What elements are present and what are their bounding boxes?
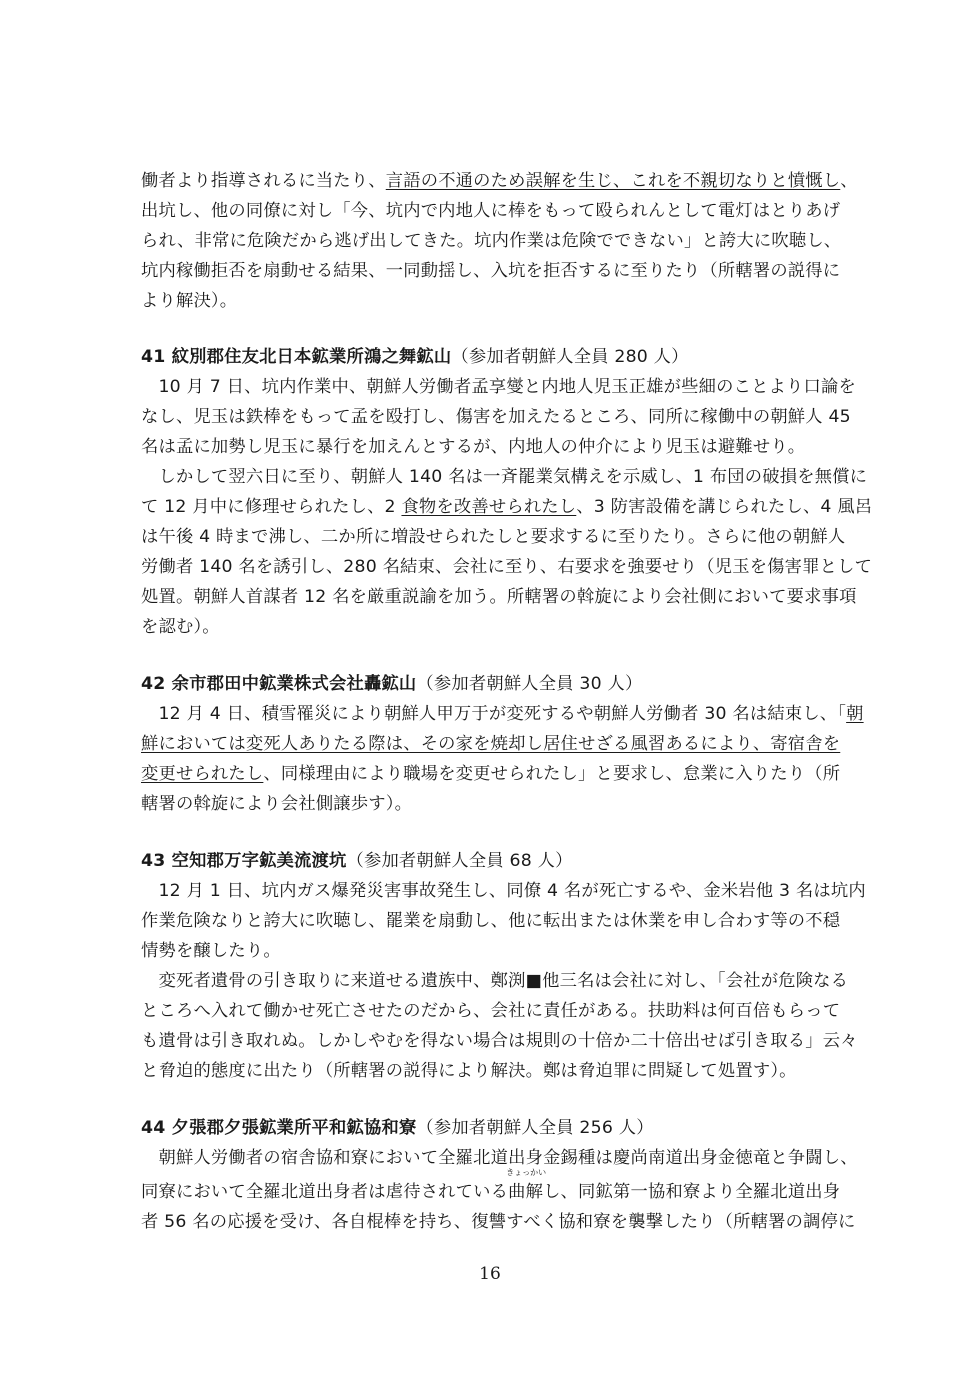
underlined-text: 鮮においては変死人ありたる際は、その家を焼却し居住せざる風習あるにより、寄宿舎を	[141, 734, 841, 754]
text-run: 、	[840, 171, 858, 191]
section-title: 44 夕張郡夕張鉱業所平和鉱協和寮	[141, 1118, 417, 1138]
s43-line-1: 12 月 1 日、坑内ガス爆発災害事故発生し、同僚 4 名が死亡するや、金米岩他 3 名は坑内	[141, 881, 866, 901]
ruby-annotation	[506, 1168, 547, 1203]
s41-line-6: は午後 4 時まで沸し、二か所に増設せられたしと要求するに至りたり。さらに他の朝鮮人	[141, 527, 846, 547]
s42-line-4: 轄署の斡旋により会社側譲歩す）。	[141, 794, 413, 814]
underlined-text: 食物を改善せられたし	[401, 497, 577, 517]
s41-line-4: しかして翌六日に至り、朝鮮人 140 名は一斉罷業気構えを示威し、1 布団の破損を無償に	[141, 467, 868, 487]
section-43-heading	[141, 850, 861, 872]
text-run: 12 月 4 日、積雪罹災により朝鮮人甲万于が変死するや朝鮮人労働者 30 名は結束し、「	[141, 704, 847, 724]
intro-line-3: られ、非常に危険だから逃げ出してきた。坑内作業は危険でできない」と誇大に吹聴し、	[141, 231, 842, 251]
s43-line-7: と脅迫的態度に出たり（所轄署の説得により解決。鄭は脅迫罪に問疑して処置す）。	[141, 1061, 797, 1081]
s43-line-5: ところへ入れて働かせ死亡させたのだから、会社に責任がある。扶助料は何百倍もらって	[141, 1001, 841, 1021]
s42-line-1	[141, 703, 864, 725]
section-42-heading	[141, 673, 861, 695]
s42-line-3	[141, 763, 861, 785]
participants-note: （参加者朝鮮人全員 68 人）	[346, 851, 573, 871]
section-title: 41 紋別郡住友北日本鉱業所鴻之舞鉱山	[141, 347, 452, 367]
s44-line-2	[141, 1168, 861, 1203]
s44-line-3: 者 56 名の応援を受け、各自棍棒を持ち、復讐すべく協和寮を襲撃したり（所轄署の調停に	[141, 1212, 856, 1232]
underlined-text: 言語の不通のため誤解を生じ、これを不親切なりと憤慨し	[385, 171, 841, 191]
section-title: 42 余市郡田中鉱業株式会社轟鉱山	[141, 674, 417, 694]
s42-line-2	[141, 733, 861, 755]
participants-note: （参加者朝鮮人全員 30 人）	[416, 674, 643, 694]
text-run: 同寮において全羅北道出身者は虐待されている	[141, 1182, 509, 1202]
section-44-heading	[141, 1117, 861, 1139]
text-run: 、3 防害設備を講じられたし、4 風呂	[576, 497, 873, 517]
participants-note: （参加者朝鮮人全員 256 人）	[416, 1118, 654, 1138]
s41-line-9: を認む）。	[141, 617, 220, 637]
s41-line-3: 名は孟に加勢し児玉に暴行を加えんとするが、内地人の仲介により児玉は避難せり。	[141, 437, 806, 457]
s43-line-3: 情勢を醸したり。	[141, 941, 281, 961]
intro-line-2: 出坑し、他の同僚に対し「今、坑内で内地人に棒をもって殴られんとして電灯はとりあげ	[141, 201, 841, 221]
participants-note: （参加者朝鮮人全員 280 人）	[451, 347, 689, 367]
s43-line-2: 作業危険なりと誇大に吹聴し、罷業を扇動し、他に転出または休業を申し合わす等の不穏	[141, 911, 841, 931]
underlined-text: 朝	[846, 704, 864, 724]
text-run: て 12 月中に修理せられたし、2	[141, 497, 402, 517]
s41-line-5	[141, 496, 873, 518]
section-title: 43 空知郡万字鉱美流渡坑	[141, 851, 347, 871]
s41-line-2: なし、児玉は鉄棒をもって孟を殴打し、傷害を加えたるところ、同所に稼働中の朝鮮人 45	[141, 407, 851, 427]
intro-line-5: より解決）。	[141, 291, 238, 311]
s44-line-1: 朝鮮人労働者の宿舎協和寮において全羅北道出身金錫種は慶尚南道出身金徳竜と争闘し、	[141, 1148, 858, 1168]
text-run: し、同鉱第一協和寮より全羅北道出身	[543, 1182, 841, 1202]
intro-line-4: 坑内稼働拒否を扇動せる結果、一同動揺し、入坑を拒否するに至りたり（所轄署の説得に	[141, 261, 841, 281]
ruby-reading: きょっかい	[506, 1168, 547, 1177]
underlined-text: 変更せられたし	[141, 764, 264, 784]
s41-line-8: 処置。朝鮮人首謀者 12 名を厳重説諭を加う。所轄署の斡旋により会社側において要求事項	[141, 587, 857, 607]
intro-line-1	[141, 170, 861, 192]
s43-line-6: も遺骨は引き取れぬ。しかしやむを得ない場合は規則の十倍か二十倍出せば引き取る」云々	[141, 1031, 858, 1051]
s41-line-1: 10 月 7 日、坑内作業中、朝鮮人労働者孟享燮と内地人児玉正雄が些細のことより口論を	[141, 377, 856, 397]
s43-line-4: 変死者遺骨の引き取りに来道せる遺族中、鄭渕■他三名は会社に対し、「会社が危険なる	[141, 971, 849, 991]
section-41-heading	[141, 346, 861, 368]
s41-line-7: 労働者 140 名を誘引し、280 名結束、会社に至り、右要求を強要せり（児玉を傷害罪として	[141, 557, 873, 577]
page-number: 16	[479, 1264, 501, 1284]
text-run: 、同様理由により職場を変更せられたし」と要求し、怠業に入りたり（所	[263, 764, 841, 784]
text-run: 働者より指導されるに当たり、	[141, 171, 386, 191]
ruby-base: 曲解	[508, 1182, 544, 1202]
